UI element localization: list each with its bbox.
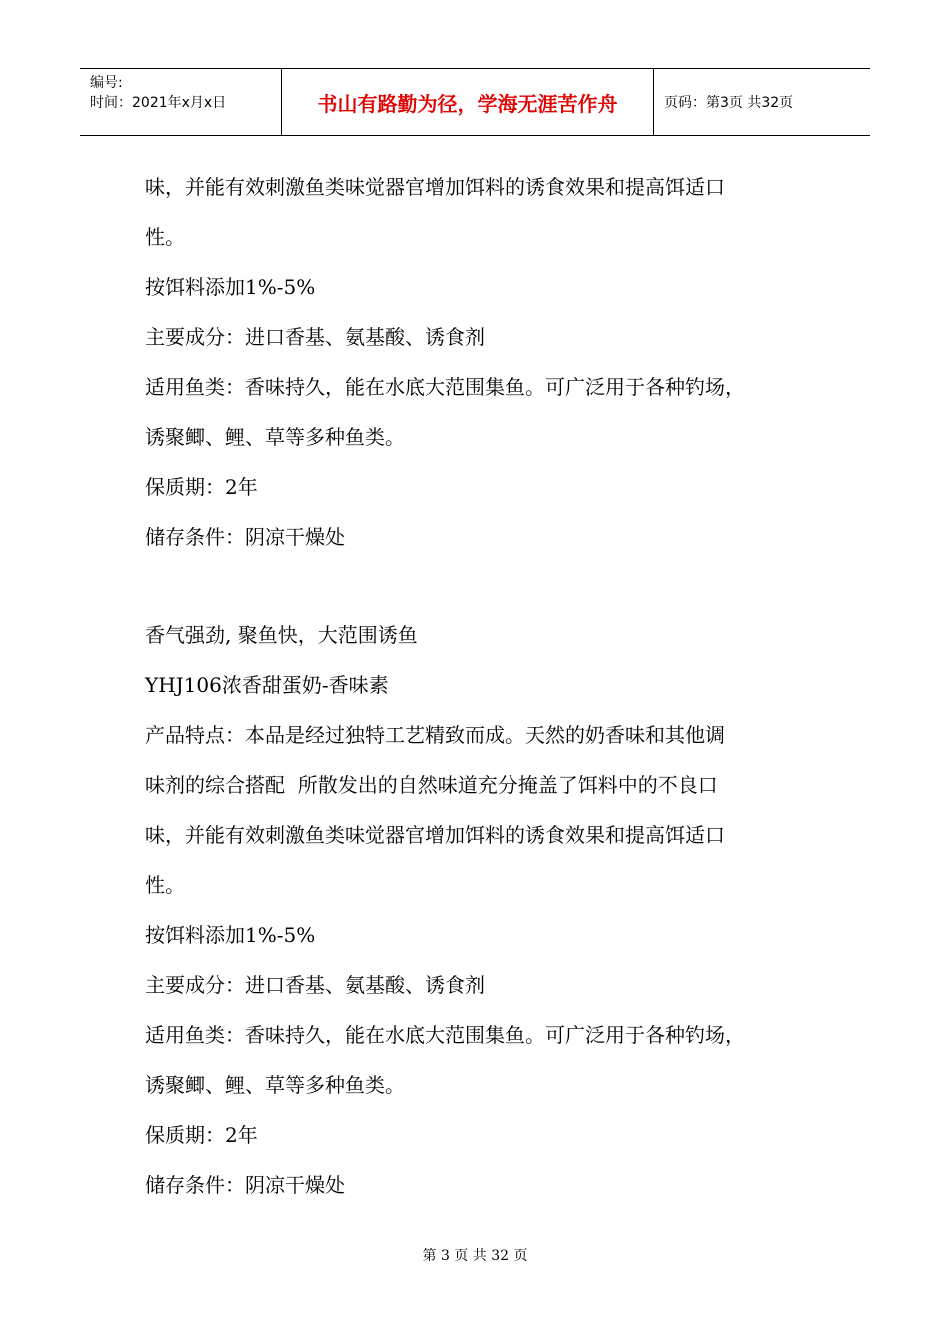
document-date: 时间：2021年x月x日 [90, 95, 227, 111]
page-footer: 第 3 页 共 32 页 [422, 1248, 528, 1264]
header-meta [80, 69, 282, 135]
paragraph-line: 诱聚鲫、鲤、草等多种鱼类。 [145, 425, 405, 449]
paragraph-line: 味剂的综合搭配 所散发出的自然味道充分掩盖了饵料中的不良口 [145, 773, 718, 797]
document-body [145, 162, 835, 1210]
paragraph-line: 按饵料添加1%-5% [145, 923, 316, 947]
header-page-info: 页码：第3页 共32页 [664, 95, 794, 111]
section-spacer [145, 562, 835, 610]
paragraph-line: 诱聚鲫、鲤、草等多种鱼类。 [145, 1073, 405, 1097]
paragraph-line: 保质期：2年 [145, 475, 258, 499]
page-header [80, 68, 870, 136]
paragraph-line: 味，并能有效刺激鱼类味觉器官增加饵料的诱食效果和提高饵适口 [145, 175, 725, 199]
header-motto: 书山有路勤为径，学海无涯苦作舟 [282, 69, 654, 135]
paragraph-line: 味，并能有效刺激鱼类味觉器官增加饵料的诱食效果和提高饵适口 [145, 823, 725, 847]
paragraph-line: 储存条件：阴凉干燥处 [145, 1173, 345, 1197]
paragraph-line: 保质期：2年 [145, 1123, 258, 1147]
paragraph-line: 按饵料添加1%-5% [145, 275, 316, 299]
document-number-label: 编号: [90, 75, 123, 91]
paragraph-line: 储存条件：阴凉干燥处 [145, 525, 345, 549]
paragraph-line: 主要成分：进口香基、氨基酸、诱食剂 [145, 325, 485, 349]
paragraph-line: 性。 [145, 873, 185, 897]
paragraph-line: 产品特点：本品是经过独特工艺精致而成。天然的奶香味和其他调 [145, 723, 725, 747]
paragraph-line: 性。 [145, 225, 185, 249]
paragraph-line: 适用鱼类：香味持久，能在水底大范围集鱼。可广泛用于各种钓场， [145, 1023, 745, 1047]
section-heading: 香气强劲, 聚鱼快，大范围诱鱼 [145, 623, 418, 647]
paragraph-line: 主要成分：进口香基、氨基酸、诱食剂 [145, 973, 485, 997]
paragraph-line: 适用鱼类：香味持久，能在水底大范围集鱼。可广泛用于各种钓场， [145, 375, 745, 399]
product-title: YHJ106浓香甜蛋奶-香味素 [145, 673, 389, 697]
